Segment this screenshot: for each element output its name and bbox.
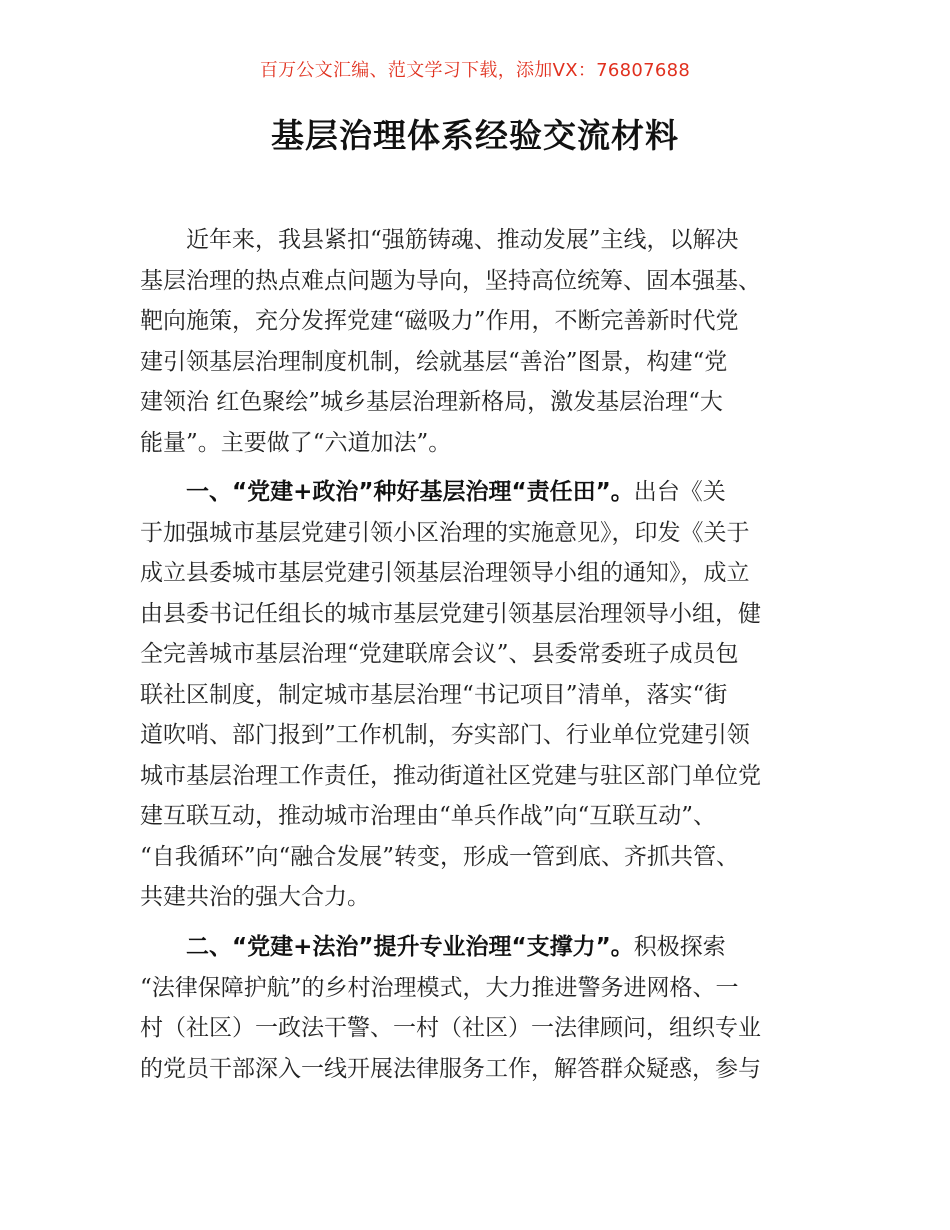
paragraph-line: 城市基层治理工作责任，推动街道社区党建与驻区部门单位党 (140, 762, 761, 789)
paragraph-line: 由县委书记任组长的城市基层党建引领基层治理领导小组，健 (140, 600, 761, 627)
section-2-heading: 二、“党建+法治”提升专业治理“支撑力”。 (186, 934, 634, 960)
section-2-paragraph (140, 927, 830, 1089)
paragraph-line: 共建共治的强大合力。 (140, 884, 370, 910)
paragraph-line: 的党员干部深入一线开展法律服务工作，解答群众疑惑，参与 (140, 1055, 761, 1082)
section-1-first-line-rest: 出台《关 (633, 479, 726, 505)
section-1-heading: 一、“党建+政治”种好基层治理“责任田”。 (186, 479, 634, 505)
paragraph-line: 道吹哨、部门报到”工作机制，夯实部门、行业单位党建引领 (140, 722, 750, 748)
document-title: 基层治理体系经验交流材料 (271, 116, 679, 155)
paragraph-line: 基层治理的热点难点问题为导向，坚持高位统筹、固本强基、 (140, 267, 761, 294)
paragraph-line: “自我循环”向“融合发展”转变，形成一管到底、齐抓共管、 (140, 843, 740, 870)
paragraph-line: 村（社区）一政法干警、一村（社区）一法律顾问，组织专业 (140, 1015, 761, 1041)
section-1-paragraph (140, 472, 830, 918)
intro-paragraph (140, 220, 830, 463)
section-2-first-line-rest: 积极探索 (633, 934, 726, 960)
paragraph-line: 于加强城市基层党建引领小区治理的实施意见》，印发《关于 (140, 519, 750, 546)
paragraph-line (140, 927, 830, 968)
paragraph-line: “法律保障护航”的乡村治理模式，大力推进警务进网格、一 (140, 974, 739, 1001)
paragraph-line: 成立县委城市基层党建引领基层治理领导小组的通知》，成立 (140, 560, 750, 586)
paragraph-line: 建引领基层治理制度机制，绘就基层“善治”图景，构建“党 (140, 348, 728, 375)
paragraph-line: 能量”。主要做了“六道加法”。 (140, 429, 452, 456)
paragraph-line: 全完善城市基层治理“党建联席会议”、县委常委班子成员包 (140, 641, 739, 667)
watermark-banner: 百万公文汇编、范文学习下载，添加VX：76807688 (259, 60, 691, 81)
paragraph-line: 建互联互动，推动城市治理由“单兵作战”向“互联互动”、 (140, 803, 717, 829)
paragraph-line (140, 472, 830, 513)
paragraph-line: 建领治 红色聚绘”城乡基层治理新格局，激发基层治理“大 (140, 389, 723, 415)
paragraph-line: 靶向施策，充分发挥党建“磁吸力”作用，不断完善新时代党 (140, 308, 739, 334)
paragraph-line: 联社区制度，制定城市基层治理“书记项目”清单，落实“街 (140, 681, 728, 708)
paragraph-line: 近年来，我县紧扣“强筋铸魂、推动发展”主线，以解决 (186, 227, 739, 253)
